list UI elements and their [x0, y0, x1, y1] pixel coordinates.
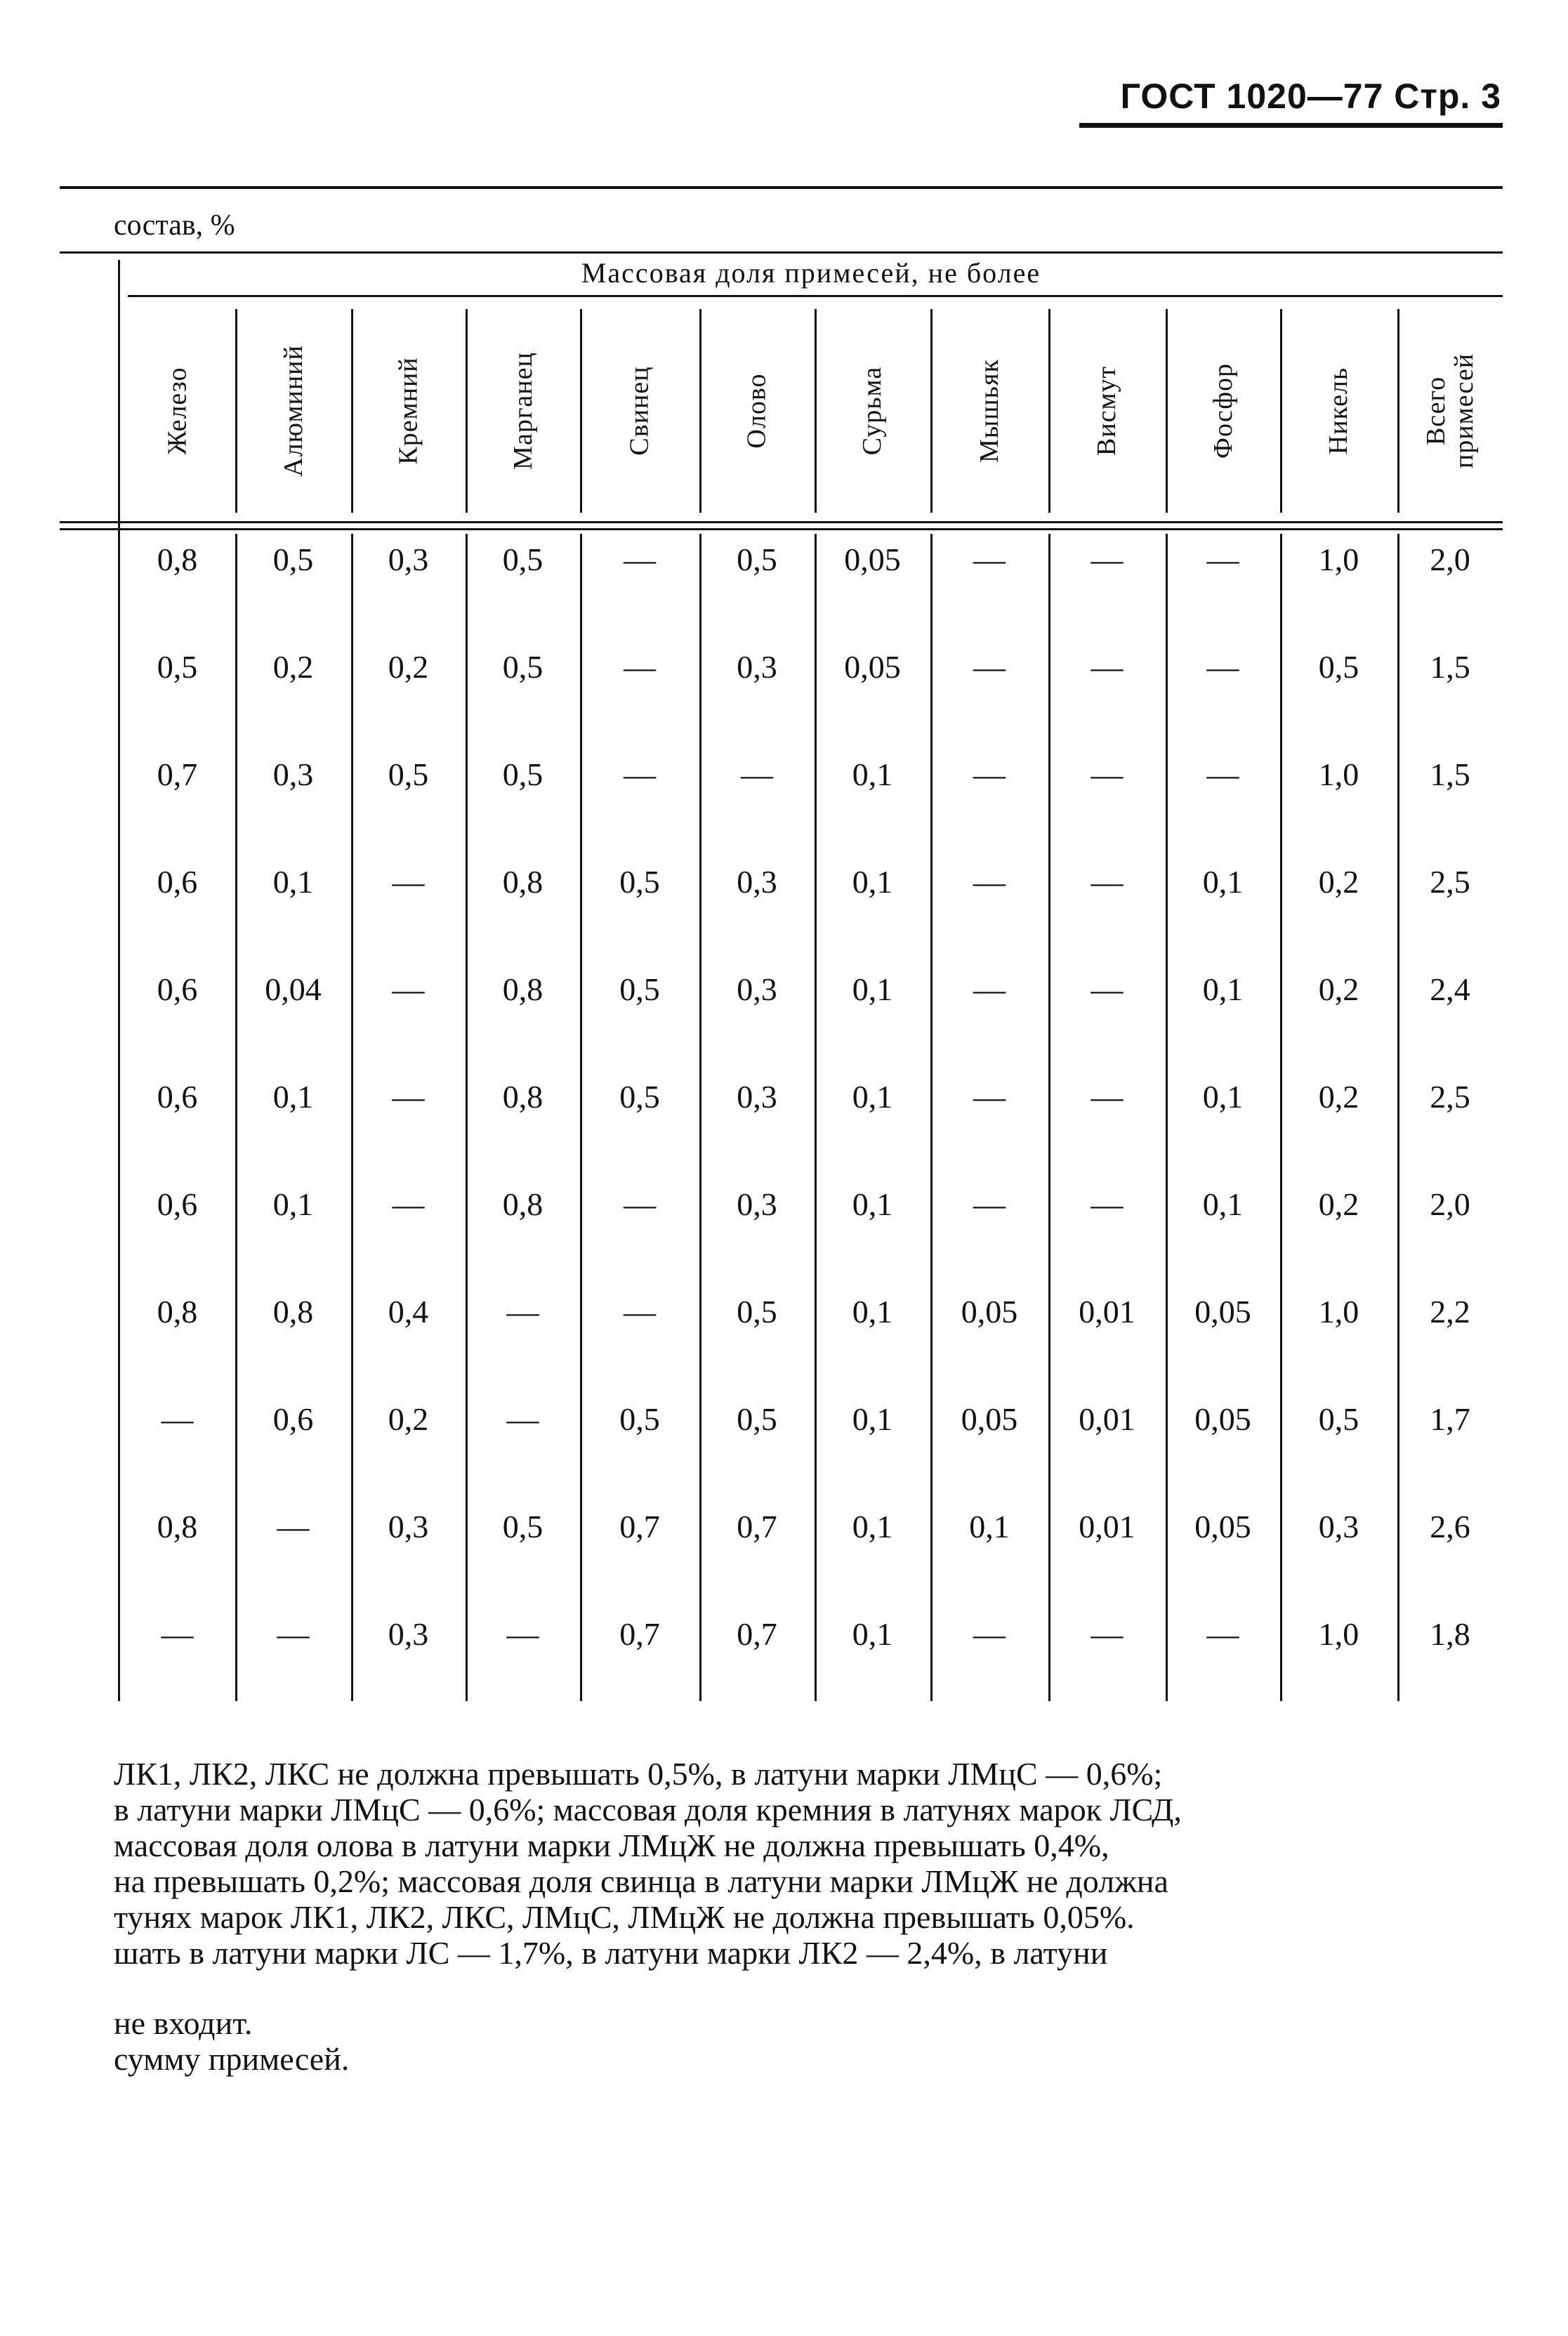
table-cell: 0,2 [1318, 971, 1359, 1007]
table-cell: 0,3 [1318, 1509, 1359, 1544]
table-cell: 1,7 [1430, 1401, 1470, 1437]
table-cell: — [624, 649, 656, 685]
column-header [235, 309, 351, 513]
table-cell: — [741, 756, 773, 792]
table-cell: 0,04 [265, 971, 322, 1007]
table-cell: — [624, 1294, 656, 1330]
table-cell: — [392, 1079, 425, 1115]
table-cell: 0,2 [388, 1401, 429, 1437]
table-cell: 0,1 [852, 1079, 893, 1115]
table-cell: — [973, 1079, 1006, 1115]
table-cell: 0,05 [1194, 1509, 1251, 1544]
column-header [351, 309, 466, 513]
table-cell: 0,5 [619, 1401, 660, 1437]
column-header [119, 309, 235, 513]
table-cell: 0,8 [272, 1294, 314, 1330]
table-cell: — [1091, 1079, 1124, 1115]
table-cell: 2,5 [1430, 1079, 1470, 1115]
column-header [815, 309, 930, 513]
table-cell: 2,0 [1430, 542, 1470, 577]
table-cell: 0,7 [619, 1616, 660, 1652]
table-cell: 2,5 [1430, 864, 1470, 900]
table-cell: 0,3 [388, 1616, 429, 1652]
column-header-label: Сурьма [857, 366, 888, 456]
column-header-label: Кремний [393, 357, 423, 465]
table-cell: — [1091, 1616, 1124, 1652]
table-cell: 0,1 [852, 1186, 893, 1222]
table-cell: 2,6 [1430, 1509, 1470, 1544]
table-cell: — [624, 1186, 656, 1222]
table-cell: 0,6 [272, 1401, 314, 1437]
impurity-heading-rule [128, 295, 1503, 297]
table-cell: 0,1 [852, 1509, 893, 1544]
table-cell: 0,3 [388, 1509, 429, 1544]
table-cell: 0,05 [961, 1401, 1018, 1437]
table-cell: — [624, 756, 656, 792]
table-cell: 0,1 [1202, 1186, 1244, 1222]
table-cell: — [1206, 1616, 1239, 1652]
table-cell: 0,3 [737, 1186, 777, 1222]
column-header-label: Свинец [624, 366, 654, 456]
table-cell: — [1091, 542, 1124, 577]
footnotes [114, 1756, 1504, 1971]
table-cell: — [161, 1616, 194, 1652]
table-cell: 0,8 [157, 1509, 198, 1544]
table-cell: 0,6 [157, 971, 198, 1007]
table-cell: 0,1 [1202, 971, 1244, 1007]
footnote-line: тунях марок ЛК1, ЛК2, ЛКС, ЛМцС, ЛМцЖ не должна превышать 0,05%. [114, 1899, 1135, 1935]
table-cell: 0,1 [1202, 1079, 1244, 1115]
column-header-label: Всего примесей [1421, 353, 1479, 469]
table-cell: — [1206, 542, 1239, 577]
table-cell: — [1091, 756, 1124, 792]
table-cell: 0,5 [502, 542, 543, 577]
table-cell: 0,8 [502, 971, 543, 1007]
column-header-label: Фосфор [1208, 363, 1238, 459]
column-header [1048, 309, 1166, 513]
table-cell: 0,5 [619, 864, 660, 900]
column-header [930, 309, 1048, 513]
table-cell: 0,1 [272, 1186, 314, 1222]
column-header [1166, 309, 1280, 513]
table-cell: 0,2 [1318, 864, 1359, 900]
table-cell: 1,0 [1318, 1616, 1359, 1652]
table-cell: 0,5 [502, 1509, 543, 1544]
table-cell: 0,5 [737, 542, 777, 577]
table-cell: 0,5 [272, 542, 314, 577]
table-cell: — [506, 1616, 539, 1652]
column-header-label: Висмут [1092, 365, 1122, 457]
table-cell: — [1091, 971, 1124, 1007]
column-header-label: Алюминий [278, 345, 308, 477]
table-cell: 0,3 [272, 756, 314, 792]
table-cell: 0,7 [737, 1509, 777, 1544]
table-cell: 0,05 [1194, 1401, 1251, 1437]
table-cell: 0,5 [737, 1294, 777, 1330]
table-cell: 0,1 [852, 1616, 893, 1652]
table-cell: — [973, 971, 1006, 1007]
table-cell: 0,05 [1194, 1294, 1251, 1330]
table-cell: — [973, 1186, 1006, 1222]
table-cell: — [1206, 649, 1239, 685]
table-cell: 0,8 [502, 864, 543, 900]
table-cell: 0,4 [388, 1294, 429, 1330]
table-cell: — [277, 1509, 310, 1544]
table-cell: 0,5 [502, 649, 543, 685]
table-cell: 0,1 [272, 864, 314, 900]
table-cell: — [973, 649, 1006, 685]
table-cell: 0,2 [272, 649, 314, 685]
table-cell: 0,3 [388, 542, 429, 577]
footnote-line: массовая доля олова в латуни марки ЛМцЖ не должна превышать 0,4%, [114, 1828, 1109, 1863]
impurity-heading: Массовая доля примесей, не более [581, 257, 1041, 289]
header-rule [1079, 123, 1503, 128]
table-cell: 0,1 [852, 756, 893, 792]
footnote-line: не входит. [114, 2005, 253, 2041]
table-cell: 0,3 [737, 971, 777, 1007]
table-cell: 0,1 [1202, 864, 1244, 900]
table-cell: — [973, 1616, 1006, 1652]
table-cell: 0,1 [852, 1401, 893, 1437]
table-cell: 0,1 [852, 864, 893, 900]
table-cell: 1,0 [1318, 542, 1359, 577]
table-cell: — [392, 864, 425, 900]
footnote-line: ЛК1, ЛК2, ЛКС не должна превышать 0,5%, в латуни марки ЛМцС — 0,6%; [114, 1756, 1163, 1792]
table-cell: 0,6 [157, 1186, 198, 1222]
table-cell: 0,5 [388, 756, 429, 792]
column-header-label: Мышьяк [974, 359, 1004, 463]
column-header-label: Олово [742, 373, 772, 449]
table-cell: 0,6 [157, 1079, 198, 1115]
table-cell: 0,5 [619, 971, 660, 1007]
table-cell: 0,2 [388, 649, 429, 685]
table-cell: 1,0 [1318, 756, 1359, 792]
table-cell: 0,05 [844, 542, 901, 577]
column-header-label: Никель [1324, 367, 1354, 455]
table-cell: — [506, 1401, 539, 1437]
column-header [1280, 309, 1397, 513]
table-cell: 0,5 [1318, 649, 1359, 685]
table-cell: 0,01 [1079, 1509, 1135, 1544]
table-cell: 0,01 [1079, 1294, 1135, 1330]
table-cell: 0,5 [157, 649, 198, 685]
table-cell: 2,2 [1430, 1294, 1470, 1330]
table-cell: 1,0 [1318, 1294, 1359, 1330]
table-top-rule [60, 186, 1503, 189]
table-cell: — [1091, 649, 1124, 685]
header-band-rule [60, 521, 1503, 523]
table-cell: — [973, 542, 1006, 577]
table-cell: — [1206, 756, 1239, 792]
header-band-rule [60, 528, 1503, 530]
table-cell: 1,8 [1430, 1616, 1470, 1652]
table-cell: 0,8 [157, 1294, 198, 1330]
table-cell: — [624, 542, 656, 577]
footnotes-trailing [114, 2005, 1504, 2077]
table-cell: 0,1 [272, 1079, 314, 1115]
table-cell: 0,2 [1318, 1079, 1359, 1115]
table-cell: — [973, 756, 1006, 792]
footnote-line: на превышать 0,2%; массовая доля свинца в латуни марки ЛМцЖ не должна [114, 1863, 1168, 1899]
table-cell: 0,1 [852, 1294, 893, 1330]
column-header-label: Железо [162, 367, 192, 455]
footnote-line: в латуни марки ЛМцС — 0,6%; массовая доля кремния в латунях марок ЛСД, [114, 1792, 1182, 1828]
table-cell: 0,2 [1318, 1186, 1359, 1222]
table-cell: 0,5 [1318, 1401, 1359, 1437]
table-cell: 0,5 [737, 1401, 777, 1437]
column-header [580, 309, 699, 513]
column-header [699, 309, 815, 513]
table-cell: — [1091, 1186, 1124, 1222]
table-cell: 0,3 [737, 1079, 777, 1115]
table-cell: 0,05 [844, 649, 901, 685]
table-cell: 0,6 [157, 864, 198, 900]
table-cell: 0,8 [157, 542, 198, 577]
table-cell: 0,8 [502, 1079, 543, 1115]
footnote-line: сумму примесей. [114, 2041, 350, 2077]
table-cell: — [506, 1294, 539, 1330]
table-cell: 0,7 [737, 1616, 777, 1652]
table-cell: — [161, 1401, 194, 1437]
table-cell: 0,7 [619, 1509, 660, 1544]
table-cell: 2,0 [1430, 1186, 1470, 1222]
table-cell: 0,05 [961, 1294, 1018, 1330]
table-cell: 0,3 [737, 649, 777, 685]
table-cell: 1,5 [1430, 649, 1470, 685]
table-cell: 2,4 [1430, 971, 1470, 1007]
table-cell: — [392, 971, 425, 1007]
table-cell: 1,5 [1430, 756, 1470, 792]
column-header [466, 309, 580, 513]
table-cell: 0,5 [619, 1079, 660, 1115]
column-header-label: Марганец [508, 352, 538, 470]
table-cell: 0,5 [502, 756, 543, 792]
column-header [1397, 309, 1503, 513]
table-cell: 0,8 [502, 1186, 543, 1222]
table-cell: — [973, 864, 1006, 900]
page-header: ГОСТ 1020—77 Стр. 3 [1120, 77, 1501, 116]
table-cell: — [1091, 864, 1124, 900]
table-cell: 0,1 [852, 971, 893, 1007]
table-cell: 0,01 [1079, 1401, 1135, 1437]
table-cell: 0,7 [157, 756, 198, 792]
footnote-line: шать в латуни марки ЛС — 1,7%, в латуни марки ЛК2 — 2,4%, в латуни [114, 1935, 1108, 1971]
composition-label: состав, % [114, 209, 235, 242]
table-cell: 0,1 [969, 1509, 1010, 1544]
table-cell: — [277, 1616, 310, 1652]
table-cell: — [392, 1186, 425, 1222]
table-cell: 0,3 [737, 864, 777, 900]
